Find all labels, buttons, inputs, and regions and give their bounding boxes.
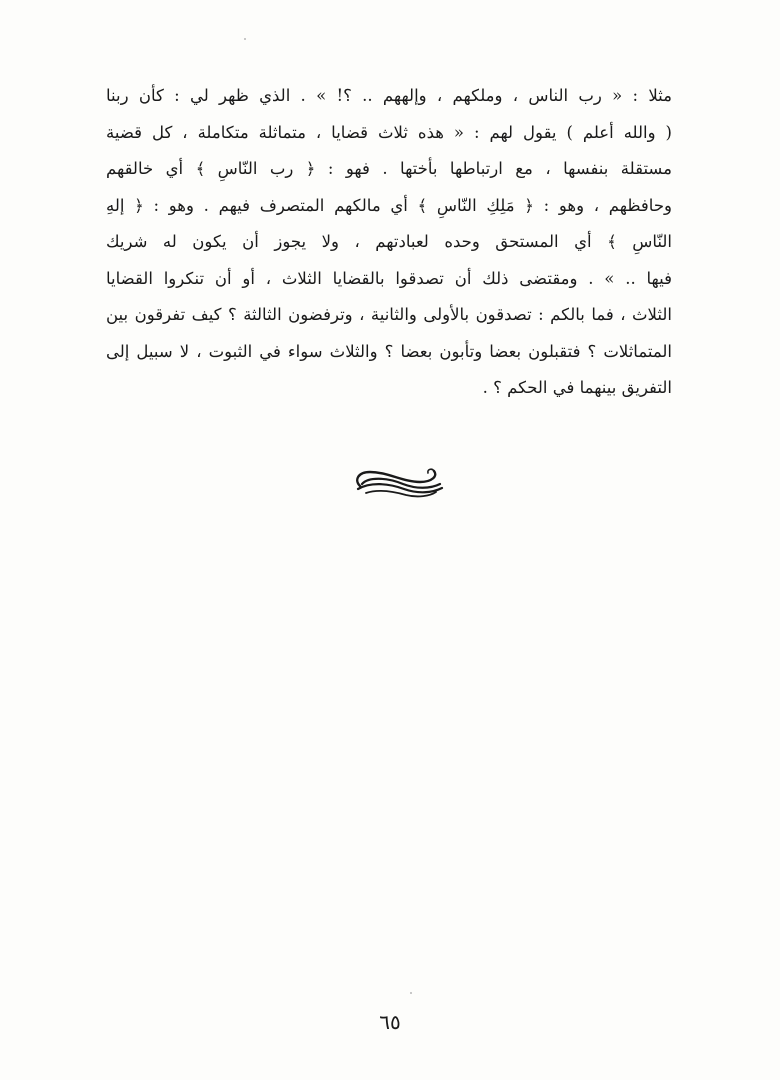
text-line-3: مستقلة بنفسها ، مع ارتباطها بأختها . فهو : ﴿ رب النّاسِ ﴾ أي خالقهم xyxy=(106,159,672,178)
text-line-4: وحافظهم ، وهو : ﴿ مَلِكِ النّاسِ ﴾ أي مالكهم المتصرف فيهم . وهو : ﴿ إلهِ xyxy=(106,195,672,215)
body-text xyxy=(106,78,672,407)
text-line-9: التفريق بينهما في الحكم ؟ . xyxy=(482,378,672,397)
text-line-7: الثلاث ، فما بالكم : تصدقون بالأولى والثانية ، وترفضون الثالثة ؟ كيف تفرقون بين xyxy=(106,305,672,324)
scan-speck xyxy=(244,38,246,40)
scan-speck xyxy=(410,992,412,994)
text-line-1: مثلا : « رب الناس ، وملكهم ، وإلههم .. ؟! » . الذي ظهر لي : كأن ربنا xyxy=(106,86,672,105)
text-line-5: النّاسِ ﴾ أي المستحق وحده لعبادتهم ، ولا يجوز أن يكون له شريك xyxy=(106,232,672,251)
text-line-2: ( والله أعلم ) يقول لهم : « هذه ثلاث قضايا ، متماثلة متكاملة ، كل قضية xyxy=(106,122,672,142)
text-line-8: المتماثلات ؟ فتقبلون بعضا وتأبون بعضا ؟ والثلاث سواء في الثبوت ، لا سبيل إلى xyxy=(106,341,672,361)
page-number: ٦٥ xyxy=(379,1010,401,1034)
text-line-6: فيها .. » . ومقتضى ذلك أن تصدقوا بالقضايا الثلاث ، أو أن تنكروا القضايا xyxy=(106,268,672,288)
flourish-divider-icon xyxy=(348,462,448,500)
